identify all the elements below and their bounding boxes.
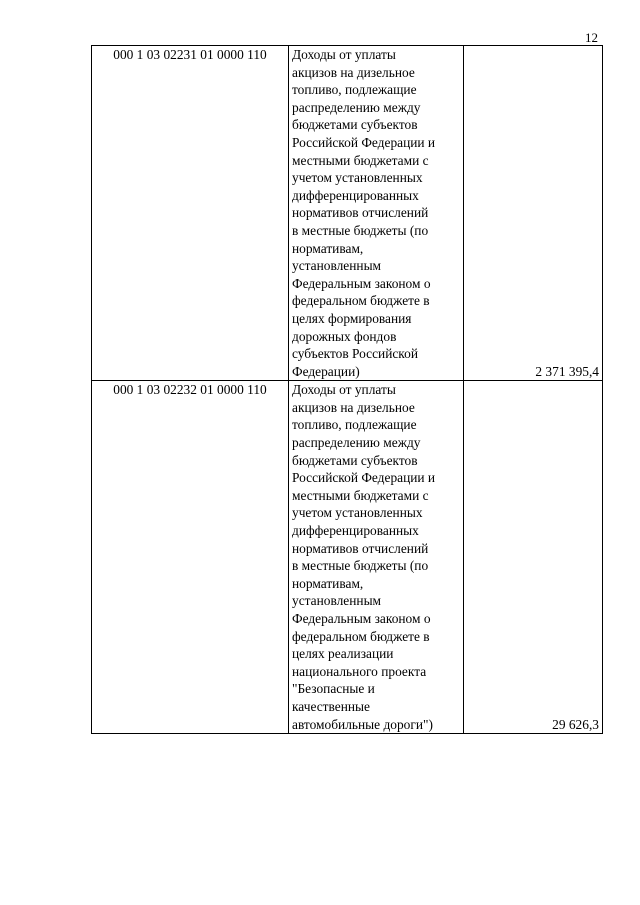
- revenue-name-line: Доходы от уплаты: [292, 382, 396, 398]
- page-number: 12: [585, 30, 598, 45]
- revenue-name-line: нормативов отчислений: [292, 205, 429, 221]
- revenue-name-line: Федерации): [292, 363, 360, 379]
- revenue-name-line: целях формирования: [292, 310, 412, 326]
- revenue-name-line: в местные бюджеты (по: [292, 222, 429, 238]
- revenue-name-line: дифференцированных: [292, 187, 419, 203]
- budget-code-cell: 000 1 03 02231 01 0000 110: [92, 46, 289, 381]
- budget-code-cell: 000 1 03 02232 01 0000 110: [92, 381, 289, 734]
- revenue-name-line: автомобильные дороги"): [292, 716, 433, 732]
- revenue-name-line: "Безопасные и: [292, 681, 375, 697]
- revenue-name-line: акцизов на дизельное: [292, 399, 415, 415]
- revenue-name-line: нормативам,: [292, 575, 364, 591]
- table-row: [92, 46, 603, 381]
- revenue-name-line: Федеральным законом о: [292, 275, 431, 291]
- revenue-name-line: федеральном бюджете в: [292, 293, 430, 309]
- revenue-name-line: распределению между: [292, 435, 421, 451]
- revenue-name-line: Доходы от уплаты: [292, 47, 396, 62]
- revenue-name-line: целях реализации: [292, 646, 394, 662]
- revenue-name-line: дорожных фондов: [292, 328, 397, 344]
- amount-cell: 29 626,3: [464, 381, 603, 734]
- revenue-name-line: местными бюджетами с: [292, 152, 429, 168]
- revenue-name-line: дифференцированных: [292, 523, 419, 539]
- revenue-table: [91, 45, 603, 734]
- revenue-name-line: качественные: [292, 698, 370, 714]
- revenue-name-line: учетом установленных: [292, 505, 423, 521]
- revenue-name-line: национального проекта: [292, 663, 427, 679]
- revenue-name-line: бюджетами субъектов: [292, 117, 418, 133]
- revenue-name-line: Российской Федерации и: [292, 470, 436, 486]
- revenue-name-line: в местные бюджеты (по: [292, 558, 429, 574]
- revenue-name-cell: [289, 381, 464, 734]
- revenue-name-line: топливо, подлежащие: [292, 82, 417, 98]
- revenue-name-line: местными бюджетами с: [292, 487, 429, 503]
- table-body: [92, 46, 603, 734]
- revenue-name-cell: [289, 46, 464, 381]
- revenue-name-line: установленным: [292, 258, 382, 274]
- revenue-name-line: нормативам,: [292, 240, 364, 256]
- revenue-name-line: топливо, подлежащие: [292, 417, 417, 433]
- revenue-name-line: акцизов на дизельное: [292, 64, 415, 80]
- table-row: [92, 381, 603, 734]
- revenue-name-line: учетом установленных: [292, 170, 423, 186]
- revenue-name-line: установленным: [292, 593, 382, 609]
- amount-cell: 2 371 395,4: [464, 46, 603, 381]
- revenue-name-line: субъектов Российской: [292, 346, 418, 362]
- revenue-name-line: федеральном бюджете в: [292, 628, 430, 644]
- revenue-name-line: Российской Федерации и: [292, 134, 436, 150]
- revenue-name-line: нормативов отчислений: [292, 540, 429, 556]
- revenue-name-line: бюджетами субъектов: [292, 452, 418, 468]
- revenue-name-line: Федеральным законом о: [292, 611, 431, 626]
- revenue-name-line: распределению между: [292, 99, 421, 115]
